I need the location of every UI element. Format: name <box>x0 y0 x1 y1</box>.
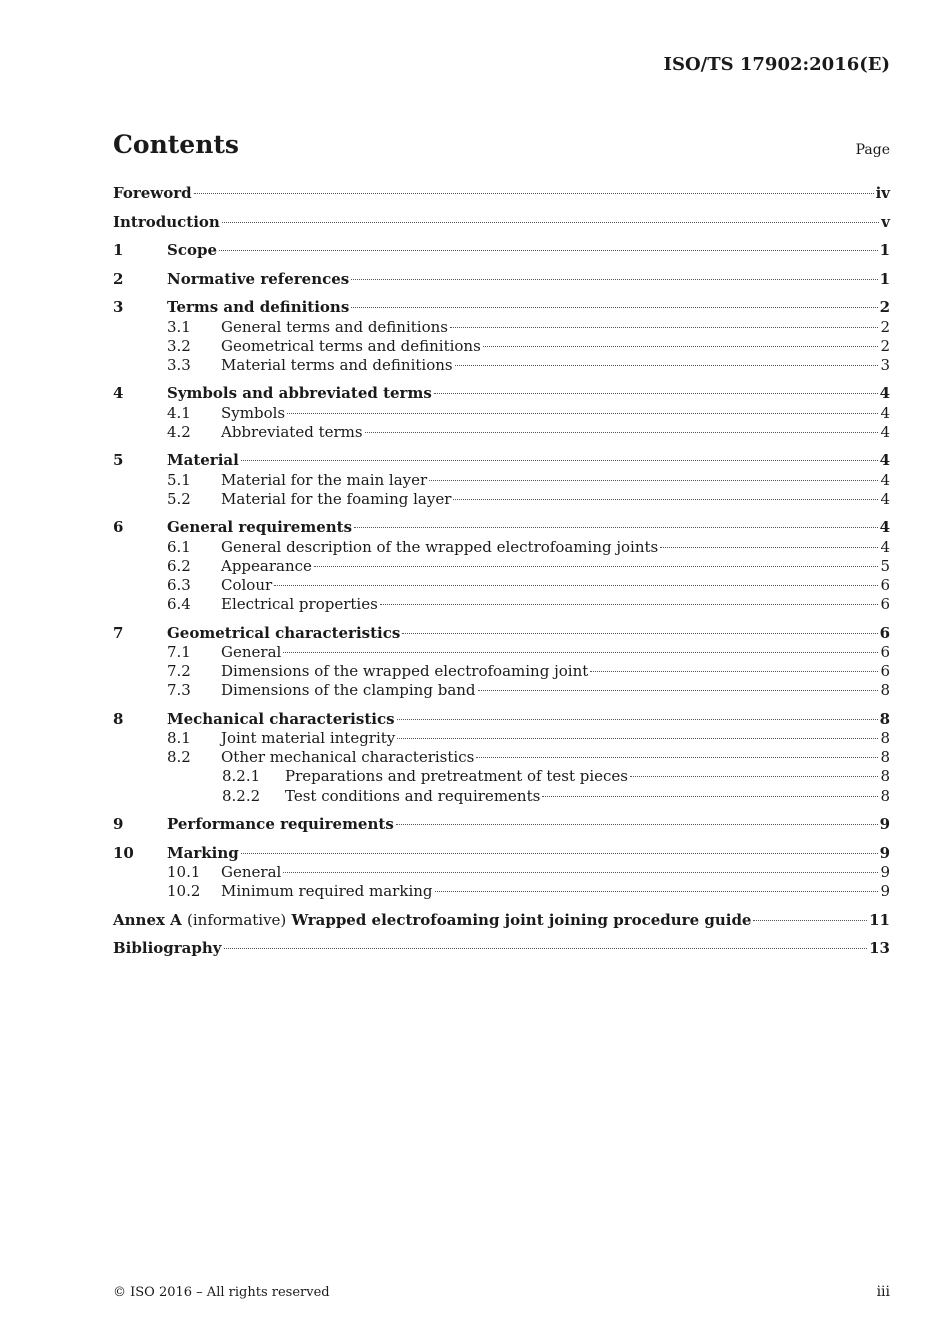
toc-entry-title-text: Foreword <box>113 184 192 202</box>
toc-entry-title-text: Other mechanical characteristics <box>221 748 475 767</box>
toc-entry-title-text: Symbols <box>221 403 286 422</box>
toc-entry-title <box>221 595 378 614</box>
toc-entry-title-text: Material terms and definitions <box>221 355 453 374</box>
dot-leader <box>380 604 879 605</box>
toc-entry[interactable] <box>113 490 890 509</box>
toc-entry-title <box>221 538 658 557</box>
toc-entry[interactable] <box>113 384 890 403</box>
toc-entry-number: 6.1 <box>167 537 191 556</box>
toc-entry-title <box>221 882 433 901</box>
toc-entry-title-text: General <box>221 862 282 881</box>
toc-entry[interactable] <box>113 595 890 614</box>
toc-entry-title <box>221 681 476 700</box>
dot-leader <box>351 279 877 280</box>
dot-leader <box>283 872 878 873</box>
toc-entry-number: 9 <box>113 815 124 834</box>
toc-entry-title-text: Preparations and pretreatment of test pieces <box>285 767 629 786</box>
toc-entry[interactable] <box>113 767 890 786</box>
toc-entry-title <box>167 384 432 403</box>
toc-entry-title <box>221 318 448 337</box>
toc-entry-annex-title: Wrapped electrofoaming joint joining procedure guide <box>291 910 752 929</box>
toc-entry-title-text: Geometrical terms and definitions <box>221 336 481 355</box>
toc-entry-page: v <box>881 212 890 231</box>
toc-entry[interactable] <box>113 911 890 930</box>
toc-entry[interactable] <box>113 576 890 595</box>
toc-entry-number: 7.2 <box>167 662 191 681</box>
toc-entry-number: 5.1 <box>167 470 191 489</box>
toc-entry-page: 4 <box>879 518 890 537</box>
dot-leader <box>429 480 878 481</box>
toc-entry-number: 3.2 <box>167 336 191 355</box>
dot-leader <box>630 776 878 777</box>
toc-entry-number: 8.1 <box>167 729 191 748</box>
toc-entry[interactable] <box>113 423 890 442</box>
toc-entry-title <box>221 356 453 375</box>
toc-entry-number: 4.2 <box>167 422 191 441</box>
toc-entry-page: 8 <box>880 767 890 786</box>
toc-entry[interactable] <box>113 844 890 863</box>
toc-entry-page: iv <box>875 184 890 202</box>
dot-leader <box>478 690 879 691</box>
toc-entry-title-text: Symbols and abbreviated terms <box>167 384 432 403</box>
contents-title: Contents <box>113 130 240 159</box>
toc-entry-title-text: Electrical properties <box>221 595 378 614</box>
toc-entry-page: 9 <box>879 815 890 834</box>
toc-entry-number: 5.2 <box>167 489 191 508</box>
toc-entry-page: 5 <box>880 556 890 575</box>
toc-entry-page: 6 <box>880 595 890 614</box>
toc-entry[interactable] <box>113 241 890 260</box>
toc-entry[interactable] <box>113 557 890 576</box>
toc-entry-page: 4 <box>880 403 890 422</box>
toc-entry[interactable] <box>113 643 890 662</box>
toc-entry-page: 2 <box>880 336 890 355</box>
toc-entry-number: 6.3 <box>167 575 191 594</box>
toc-entry-title <box>113 939 222 958</box>
toc-entry-page: 2 <box>879 298 890 317</box>
toc-entry-number: 4.1 <box>167 403 191 422</box>
toc-entry[interactable] <box>113 787 890 806</box>
dot-leader <box>365 432 879 433</box>
toc-entry[interactable] <box>113 451 890 470</box>
toc-entry-title-text: Appearance <box>221 556 312 575</box>
toc-entry-number: 5 <box>113 451 124 470</box>
toc-entry[interactable] <box>113 882 890 901</box>
toc-entry-title-text: Bibliography <box>113 939 222 958</box>
toc-entry-number: 6.2 <box>167 556 191 575</box>
toc-entry-title-text: Material <box>167 451 239 470</box>
toc-entry-page: 1 <box>879 269 890 288</box>
toc-entry[interactable] <box>113 184 890 203</box>
toc-entry-title-text: Mechanical characteristics <box>167 709 395 728</box>
toc-entry-number: 8.2 <box>167 748 191 767</box>
toc-entry-number: 6.4 <box>167 595 191 614</box>
toc-entry-title-text: Dimensions of the clamping band <box>221 681 476 700</box>
toc-entry-title <box>167 451 239 470</box>
toc-entry-page: 4 <box>880 470 890 489</box>
dot-leader <box>397 738 878 739</box>
dot-leader <box>455 365 879 366</box>
toc-entry[interactable] <box>113 538 890 557</box>
dot-leader <box>402 633 877 634</box>
toc-entry-page: 6 <box>880 662 890 681</box>
toc-entry-page: 9 <box>879 843 890 862</box>
toc-entry-page: 8 <box>880 729 890 748</box>
dot-leader <box>283 652 878 653</box>
toc-entry[interactable] <box>113 518 890 537</box>
dot-leader <box>542 796 878 797</box>
toc-entry-number: 7.3 <box>167 681 191 700</box>
toc-entry-page: 6 <box>879 623 890 642</box>
toc-entry-title <box>167 710 395 729</box>
toc-entry[interactable] <box>113 337 890 356</box>
copyright-notice: © ISO 2016 – All rights reserved <box>113 1285 330 1300</box>
toc-entry-title <box>221 576 272 595</box>
toc-entry-title <box>167 270 349 289</box>
toc-entry-number: 10.1 <box>167 862 201 881</box>
toc-entry-number: 7.1 <box>167 642 191 661</box>
toc-entry-page: 4 <box>879 384 890 403</box>
toc-entry-title-text: Material for the main layer <box>221 470 428 489</box>
toc-entry-page: 3 <box>880 355 890 374</box>
toc-entry-title <box>285 767 628 786</box>
toc-entry-page: 4 <box>880 537 890 556</box>
dot-leader <box>287 413 878 414</box>
toc-entry[interactable] <box>113 213 890 232</box>
toc-entry-page: 8 <box>880 748 890 767</box>
toc-entry-number: 8 <box>113 709 124 728</box>
toc-entry-number: 3.3 <box>167 355 191 374</box>
toc-entry-title-text: General <box>221 642 282 661</box>
toc-entry[interactable] <box>113 662 890 681</box>
toc-entry[interactable] <box>113 318 890 337</box>
toc-entry-page: 9 <box>880 882 890 901</box>
toc-entry-number: 2 <box>113 269 124 288</box>
dot-leader <box>483 346 879 347</box>
toc-entry-title <box>167 518 352 537</box>
table-of-contents <box>113 184 890 958</box>
dot-leader <box>434 393 878 394</box>
dot-leader <box>660 547 878 548</box>
toc-entry-title <box>167 241 217 260</box>
toc-entry-page: 2 <box>880 317 890 336</box>
toc-entry-title-text: Colour <box>221 575 273 594</box>
toc-entry-title-text: Dimensions of the wrapped electrofoaming joint <box>221 662 589 681</box>
toc-entry-title-text: Abbreviated terms <box>221 422 363 441</box>
toc-entry-number: 4 <box>113 384 124 403</box>
dot-leader <box>453 499 878 500</box>
dot-leader <box>224 948 868 949</box>
toc-entry[interactable] <box>113 710 890 729</box>
page-number: iii <box>876 1284 890 1300</box>
toc-entry-title <box>167 624 400 643</box>
dot-leader <box>354 527 878 528</box>
toc-entry-page: 13 <box>869 939 890 958</box>
toc-entry[interactable] <box>113 298 890 317</box>
toc-entry-title <box>221 729 395 748</box>
toc-entry-title-text: Introduction <box>113 212 220 231</box>
toc-entry-number: 7 <box>113 623 124 642</box>
toc-entry-page: 8 <box>880 786 890 805</box>
toc-entry-title <box>167 298 349 317</box>
toc-entry-number: 3.1 <box>167 317 191 336</box>
dot-leader <box>476 757 878 758</box>
dot-leader <box>397 719 878 720</box>
dot-leader <box>753 920 867 921</box>
toc-entry-title-text: Marking <box>167 843 239 862</box>
toc-entry-title-text: General description of the wrapped electrofoaming joints <box>221 537 659 556</box>
toc-entry[interactable] <box>113 729 890 748</box>
dot-leader <box>222 222 879 223</box>
document-id: ISO/TS 17902:2016(E) <box>663 54 890 75</box>
toc-entry[interactable] <box>113 404 890 423</box>
toc-entry-title-text: Joint material integrity <box>221 729 396 748</box>
toc-entry[interactable] <box>113 815 890 834</box>
toc-entry-page: 1 <box>879 241 890 260</box>
toc-entry-page: 6 <box>880 575 890 594</box>
toc-entry[interactable] <box>113 863 890 882</box>
dot-leader <box>241 460 878 461</box>
dot-leader <box>241 853 878 854</box>
toc-entry[interactable] <box>113 270 890 289</box>
toc-entry[interactable] <box>113 471 890 490</box>
dot-leader <box>435 891 879 892</box>
page-column-label: Page <box>855 142 890 158</box>
toc-entry-number: 6 <box>113 518 124 537</box>
toc-entry-title <box>221 863 281 882</box>
toc-entry-number: 1 <box>113 241 124 260</box>
toc-entry-title <box>221 337 481 356</box>
dot-leader <box>219 250 878 251</box>
dot-leader <box>314 566 879 567</box>
toc-entry[interactable] <box>113 939 890 958</box>
dot-leader <box>194 193 874 194</box>
toc-entry-title-text: General terms and definitions <box>221 317 448 336</box>
toc-entry-title <box>113 911 751 930</box>
toc-entry-number: 8.2.1 <box>222 767 261 786</box>
toc-entry-title <box>221 423 363 442</box>
toc-entry-title-text: General requirements <box>167 518 353 537</box>
toc-entry-title <box>221 748 474 767</box>
toc-entry[interactable] <box>113 624 890 643</box>
toc-entry-title-text: Performance requirements <box>167 815 394 834</box>
toc-entry-page: 9 <box>880 862 890 881</box>
toc-entry-title <box>113 184 192 203</box>
toc-entry-title <box>221 662 588 681</box>
toc-entry-page: 4 <box>879 451 890 470</box>
dot-leader <box>351 307 877 308</box>
toc-entry[interactable] <box>113 748 890 767</box>
toc-entry-number: 8.2.2 <box>222 786 261 805</box>
toc-entry-title-text: Annex A <box>113 910 182 929</box>
dot-leader <box>590 671 878 672</box>
toc-entry-number: 10.2 <box>167 882 201 901</box>
toc-entry-title <box>221 404 285 423</box>
toc-entry-title-text: Material for the foaming layer <box>221 489 452 508</box>
toc-entry-title <box>167 815 394 834</box>
toc-entry[interactable] <box>113 356 890 375</box>
toc-entry-title-text: Scope <box>167 241 218 260</box>
toc-entry-page: 8 <box>880 681 890 700</box>
toc-entry-title-text: Terms and definitions <box>167 298 350 317</box>
toc-entry-page: 11 <box>869 910 890 929</box>
toc-entry-title <box>221 643 281 662</box>
toc-entry-number: 10 <box>113 843 134 862</box>
toc-entry-title-text: Minimum required marking <box>221 882 433 901</box>
toc-entry-number: 3 <box>113 298 124 317</box>
toc-entry-title-text: Normative references <box>167 269 350 288</box>
toc-entry-page: 8 <box>879 709 890 728</box>
toc-entry-title-text: Test conditions and requirements <box>285 786 541 805</box>
toc-entry[interactable] <box>113 681 890 700</box>
toc-entry-title <box>285 787 540 806</box>
toc-entry-title <box>167 844 239 863</box>
toc-entry-title <box>221 557 312 576</box>
toc-entry-title <box>221 471 427 490</box>
dot-leader <box>274 585 878 586</box>
dot-leader <box>450 327 878 328</box>
toc-entry-page: 4 <box>880 422 890 441</box>
toc-entry-annex-type: (informative) <box>187 910 287 929</box>
toc-entry-title <box>113 213 220 232</box>
toc-entry-page: 4 <box>880 489 890 508</box>
dot-leader <box>396 824 878 825</box>
toc-entry-page: 6 <box>880 642 890 661</box>
toc-entry-title <box>221 490 451 509</box>
toc-entry-title-text: Geometrical characteristics <box>167 623 401 642</box>
